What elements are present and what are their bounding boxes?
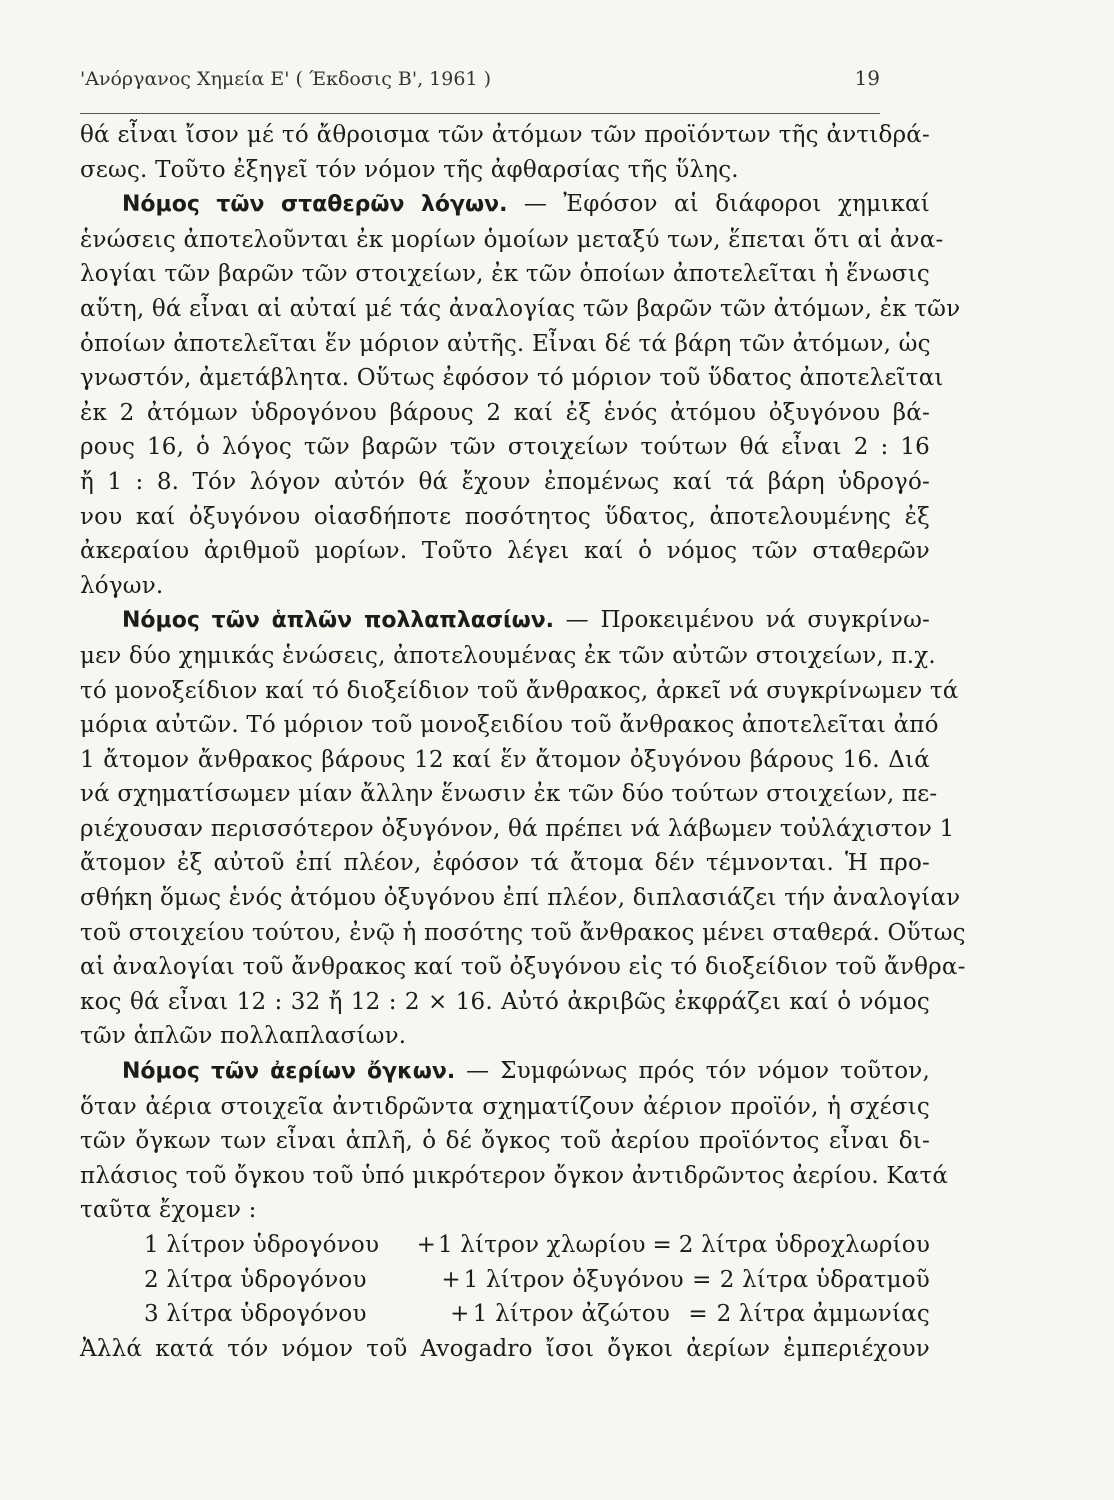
equation-reactant-1: 3 λίτρα ὑδρογόνου (144, 1301, 367, 1328)
text-line: τοῦ στοιχείου τούτου, ἐνῷ ἡ ποσότης τοῦ ἄνθρακος μένει σταθερά. Οὕτως (80, 919, 966, 946)
text-line: ἀκεραίου ἀριθμοῦ μορίων. Τοῦτο λέγει καί ὁ νόμος τῶν σταθερῶν (80, 538, 930, 565)
paragraph-first-line (80, 187, 930, 223)
text-line: ἑνώσεις ἀποτελοῦνται ἐκ μορίων ὁμοίων μεταξύ των, ἕπεται ὅτι αἱ ἀνα- (80, 226, 944, 253)
text-line: 1 ἄτομον ἄνθρακος βάρους 12 καί ἕν ἄτομον ὀξυγόνου βάρους 16. Διά (80, 746, 930, 773)
paragraph-first-line (80, 1054, 930, 1090)
equation-reactant-2: 1 λίτρον χλωρίου (437, 1232, 646, 1258)
equation-reactant-2: 1 λίτρον ὀξυγόνου (463, 1266, 684, 1293)
gas-volume-equations (80, 1228, 930, 1332)
text-line: τῶν ἁπλῶν πολλαπλασίων. (80, 1023, 407, 1050)
running-title: 'Ανόργανος Χημεία Ε' ( Έκδοσις Β', 1961 ) (80, 68, 491, 90)
running-header (80, 66, 880, 90)
text-line: ἤ 1 : 8. Τόν λόγον αὐτόν θά ἔχουν ἐπομένως καί τά βάρη ὑδρογό- (80, 468, 930, 495)
equation-row (80, 1228, 930, 1263)
text-run: — Συμφώνως πρός τόν νόμον τοῦτον, (455, 1058, 931, 1085)
header-rule (80, 113, 880, 114)
equation-row (80, 1263, 930, 1298)
plus-sign: + (416, 1232, 437, 1258)
text-line: ἐκ 2 ἀτόμων ὑδρογόνου βάρους 2 καί ἐξ ἑνός ἀτόμου ὀξυγόνου βά- (80, 399, 930, 426)
paragraph-first-line (80, 603, 930, 639)
equation-product: 2 λίτρα ὑδροχλωρίου (678, 1232, 931, 1258)
section-heading-constant-proportions: Νόμος τῶν σταθερῶν λόγων. (122, 192, 508, 218)
paragraph-law-constant-proportions (80, 187, 961, 603)
equation-reactant-1: 2 λίτρα ὑδρογόνου (144, 1266, 367, 1293)
equals-sign: = (688, 1301, 708, 1328)
equation-product: 2 λίτρα ἀμμωνίας (716, 1301, 930, 1328)
text-line: θά εἶναι ἴσον μέ τό ἄθροισμα τῶν ἀτόμων τῶν προϊόντων τῆς ἀντιδρά- (80, 122, 930, 148)
text-line: νά σχηματίσωμεν μίαν ἄλλην ἕνωσιν ἐκ τῶν δύο τούτων στοιχείων, πε- (80, 781, 938, 808)
text-line: τῶν ὄγκων των εἶναι ἁπλῆ, ὁ δέ ὄγκος τοῦ ἀερίου προϊόντος εἶναι δι- (80, 1128, 930, 1155)
paragraph-law-gas-volumes (80, 1054, 949, 1228)
text-line: ταῦτα ἔχομεν : (80, 1197, 257, 1224)
text-run: — Προκειμένου νά συγκρίνω- (554, 607, 930, 634)
text-line: ὁποίων ἀποτελεῖται ἕν μόριον αὐτῆς. Εἶναι δέ τά βάρη τῶν ἀτόμων, ὡς (80, 330, 931, 357)
text-line: Ἀλλά κατά τόν νόμον τοῦ Avogadro ἴσοι ὄγκοι ἀερίων ἐμπεριέχουν (80, 1335, 930, 1362)
equation-row (80, 1297, 930, 1332)
text-line: τό μονοξείδιον καί τό διοξείδιον τοῦ ἄνθρακος, ἀρκεῖ νά συγκρίνωμεν τά (80, 677, 959, 704)
equation-reactant-1: 1 λίτρον ὑδρογόνου (144, 1232, 380, 1258)
section-heading-gas-volumes: Νόμος τῶν ἀερίων ὄγκων. (122, 1059, 456, 1085)
text-line: γνωστόν, ἀμετάβλητα. Οὕτως ἐφόσον τό μόριον τοῦ ὕδατος ἀποτελεῖται (80, 365, 944, 392)
text-run: — Ἐφόσον αἱ διάφοροι χημικαί (507, 191, 930, 218)
text-line: μόρια αὐτῶν. Τό μόριον τοῦ μονοξειδίου τοῦ ἄνθρακος ἀποτελεῖται ἀπό (80, 712, 939, 739)
text-line: σθήκη ὅμως ἑνός ἀτόμου ὀξυγόνου ἐπί πλέον, διπλασιάζει τήν ἀναλογίαν (80, 885, 961, 912)
text-line: πλάσιος τοῦ ὄγκου τοῦ ὑπό μικρότερον ὄγκον ἀντιδρῶντος ἀερίου. Κατά (80, 1162, 949, 1189)
plus-sign: + (450, 1301, 470, 1328)
text-line: αὕτη, θά εἶναι αἱ αὐταί μέ τάς ἀναλογίας τῶν βαρῶν τῶν ἀτόμων, ἐκ τῶν (80, 295, 961, 322)
paragraph-law-multiple-proportions (80, 603, 966, 1054)
text-line: ρους 16, ὁ λόγος τῶν βαρῶν τῶν στοιχείων τούτων θά εἶναι 2 : 16 (80, 434, 930, 461)
page-number: 19 (854, 66, 880, 90)
text-line: ἄτομον ἐξ αὐτοῦ ἐπί πλέον, ἐφόσον τά ἄτομα δέν τέμνονται. Ἡ προ- (80, 850, 930, 877)
equation-product: 2 λίτρα ὑδρατμοῦ (719, 1266, 930, 1293)
equals-sign: = (692, 1266, 712, 1293)
plus-sign: + (441, 1266, 461, 1293)
equation-reactant-2: 1 λίτρον ἀζώτου (472, 1301, 670, 1328)
equals-sign: = (652, 1232, 672, 1258)
text-line: λόγων. (80, 572, 164, 599)
text-line: νου καί ὀξυγόνου οἱασδήποτε ποσότητος ὕδατος, ἀποτελουμένης ἐξ (80, 503, 930, 530)
text-line: μεν δύο χημικάς ἑνώσεις, ἀποτελουμένας ἐκ τῶν αὐτῶν στοιχείων, π.χ. (80, 642, 936, 669)
text-line: ὅταν ἀέρια στοιχεῖα ἀντιδρῶντα σχηματίζουν ἀέριον προϊόν, ἡ σχέσις (80, 1093, 930, 1120)
paragraph-1 (80, 118, 930, 187)
text-line: σεως. Τοῦτο ἐξηγεῖ τόν νόμον τῆς ἀφθαρσίας τῆς ὕλης. (80, 156, 739, 183)
body-text (80, 118, 966, 1366)
section-heading-multiple-proportions: Νόμος τῶν ἁπλῶν πολλαπλασίων. (122, 608, 555, 634)
text-line: κος θά εἶναι 12 : 32 ἤ 12 : 2 × 16. Αὐτό ἀκριβῶς ἐκφράζει καί ὁ νόμος (80, 988, 930, 1015)
text-line: λογίαι τῶν βαρῶν τῶν στοιχείων, ἐκ τῶν ὁποίων ἀποτελεῖται ἡ ἕνωσις (80, 261, 930, 288)
text-line: ριέχουσαν περισσότερον ὀξυγόνον, θά πρέπει νά λάβωμεν τοὐλάχιστον 1 (80, 815, 955, 842)
text-line: αἱ ἀναλογίαι τοῦ ἄνθρακος καί τοῦ ὀξυγόνου εἰς τό διοξείδιον τοῦ ἄνθρα- (80, 954, 966, 981)
